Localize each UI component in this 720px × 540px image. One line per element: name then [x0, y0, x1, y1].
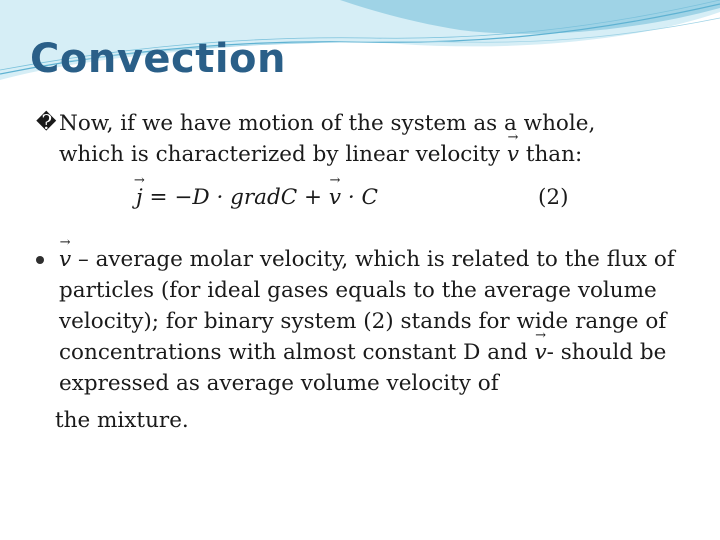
bullet-velocity-tail: the mixture.: [55, 408, 189, 433]
equation-end: · C: [341, 185, 378, 210]
bullet-dot-icon: [36, 256, 44, 264]
velocity-vector-symbol: → v: [59, 244, 71, 275]
equation-middle: = −D · gradC +: [142, 185, 329, 210]
slide-content: [36, 108, 676, 436]
flux-equation-body: [136, 182, 378, 213]
bullet-motion-line1: Now, if we have motion of the system as a whole,: [59, 111, 596, 136]
flux-vector-symbol: → j: [136, 182, 143, 213]
bullet-velocity: [36, 244, 676, 399]
bullet-motion-line2: which is characterized by linear velocity: [59, 142, 507, 167]
velocity-vector-symbol: → v: [534, 337, 546, 368]
missing-glyph-icon: �: [36, 110, 57, 134]
velocity-vector-symbol: → v: [507, 139, 519, 170]
bullet-motion: [36, 108, 676, 170]
bullet-motion-line2-end: than:: [518, 142, 583, 167]
bullet-velocity-text: – average molar velocity, which is related to the flux of particles (for ideal gases equals to the average volume velocity); for binary system (2) stands for wide range of concentrations with almost constant D and: [59, 247, 675, 365]
bullet-velocity-text-end: - should be expressed as average volume velocity of: [59, 340, 667, 396]
equation-number: (2): [538, 185, 569, 210]
velocity-vector-symbol: → v: [329, 182, 341, 213]
flux-equation: [136, 170, 676, 224]
slide-title: Convection: [30, 36, 287, 82]
